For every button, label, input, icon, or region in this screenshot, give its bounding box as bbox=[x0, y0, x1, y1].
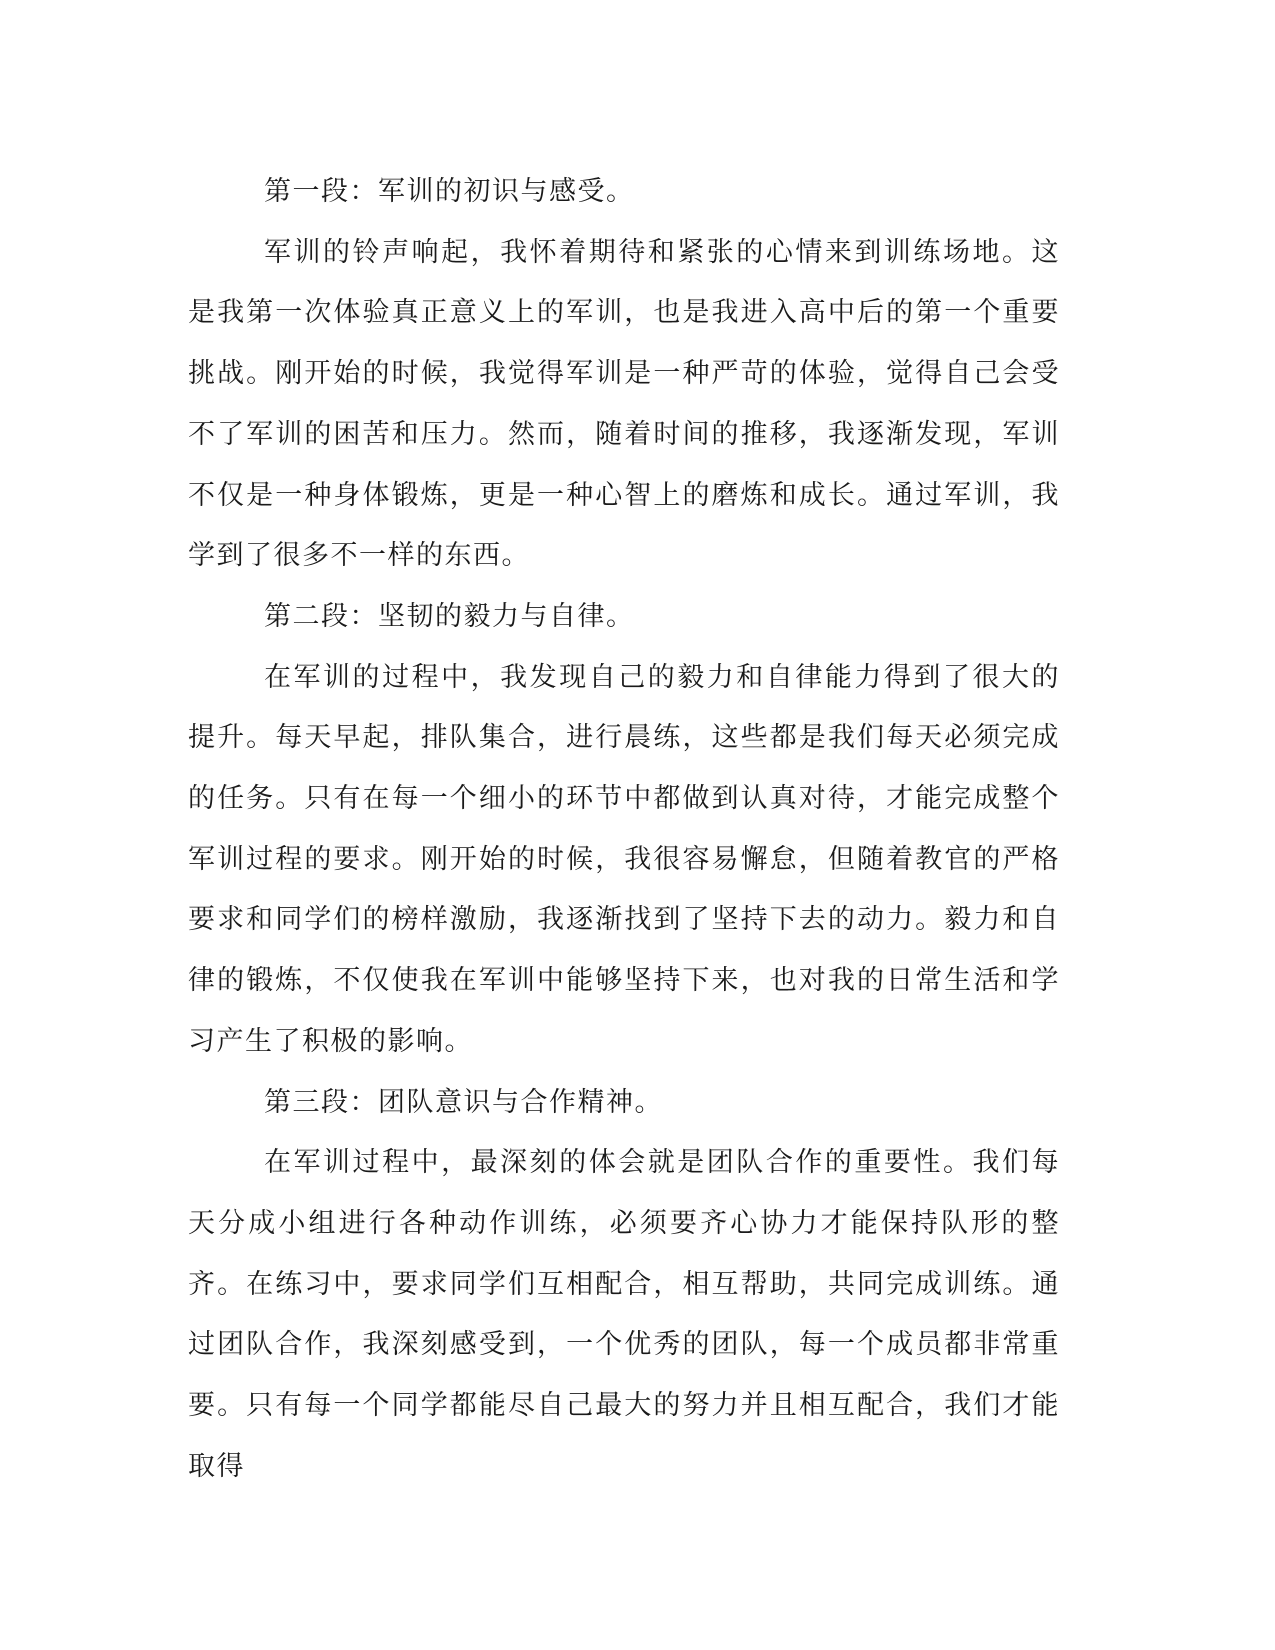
section-3-body: 在军训过程中，最深刻的体会就是团队合作的重要性。我们每天分成小组进行各种动作训练，必须要齐心协力才能保持队形的整齐。在练习中，要求同学们互相配合，相互帮助，共同完成训练。通过团队合作，我深刻感受到，一个优秀的团队，每一个成员都非常重要。只有每一个同学都能尽自己最大的努力并且相互配合，我们才能取得 bbox=[188, 1147, 1060, 1482]
section-1-body: 军训的铃声响起，我怀着期待和紧张的心情来到训练场地。这是我第一次体验真正意义上的军训，也是我进入高中后的第一个重要挑战。刚开始的时候，我觉得军训是一种严苛的体验，觉得自己会受不了军训的困苦和压力。然而，随着时间的推移，我逐渐发现，军训不仅是一种身体锻炼，更是一种心智上的磨炼和成长。通过军训，我学到了很多不一样的东西。 bbox=[188, 236, 1060, 572]
section-1-heading: 第一段：军训的初识与感受。 bbox=[264, 176, 635, 207]
section-2-heading: 第二段：坚韧的毅力与自律。 bbox=[264, 600, 635, 632]
section-2-body: 在军训的过程中，我发现自己的毅力和自律能力得到了很大的提升。每天早起，排队集合，进行晨练，这些都是我们每天必须完成的任务。只有在每一个细小的环节中都做到认真对待，才能完成整个军训过程的要求。刚开始的时候，我很容易懈怠，但随着教官的严格要求和同学们的榜样激励，我逐渐找到了坚持下去的动力。毅力和自律的锻炼，不仅使我在军训中能够坚持下来，也对我的日常生活和学习产生了积极的影响。 bbox=[188, 661, 1060, 1057]
document-body bbox=[188, 162, 1060, 1497]
section-3-heading: 第三段：团队意识与合作精神。 bbox=[264, 1086, 663, 1118]
